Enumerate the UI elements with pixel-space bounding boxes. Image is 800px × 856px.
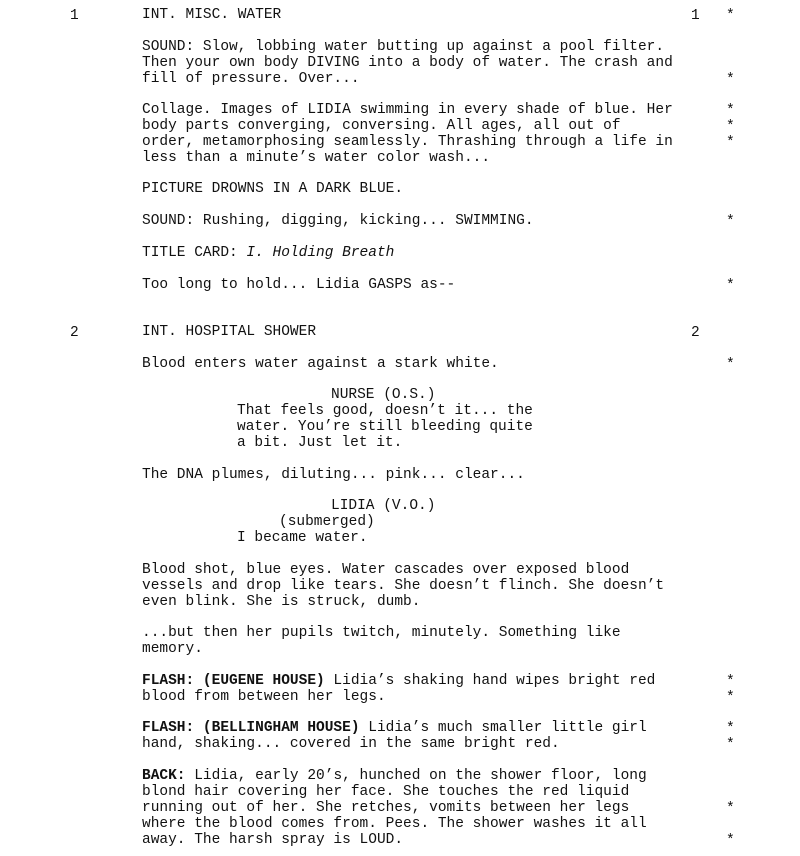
revision-mark: * [726, 278, 735, 294]
action-line: ...but then her pupils twitch, minutely. Something like [142, 625, 621, 641]
flash-label: FLASH: (BELLINGHAM HOUSE) [142, 720, 360, 736]
back-line [142, 769, 647, 785]
flash-line [142, 721, 647, 737]
scene-heading: INT. HOSPITAL SHOWER [142, 324, 317, 340]
action-line: hand, shaking... covered in the same bright red. [142, 736, 560, 752]
action-line: away. The harsh spray is LOUD. [142, 832, 404, 848]
action-line: vessels and drop like tears. She doesn’t flinch. She doesn’t [142, 578, 665, 594]
action-line: SOUND: Rushing, digging, kicking... SWIMMING. [142, 213, 534, 229]
action-line: less than a minute’s water color wash... [142, 150, 491, 166]
revision-mark: * [726, 103, 735, 119]
action-line: PICTURE DROWNS IN A DARK BLUE. [142, 181, 404, 197]
dialogue-line: water. You’re still bleeding quite [237, 419, 533, 435]
action-line: Blood enters water against a stark white. [142, 356, 499, 372]
title-card [142, 246, 394, 262]
revision-mark: * [726, 721, 735, 737]
back-text: Lidia, early 20’s, hunched on the shower floor, long [185, 768, 647, 784]
action-line: blond hair covering her face. She touches the red liquid [142, 784, 630, 800]
character-cue: NURSE (O.S.) [331, 387, 436, 403]
dialogue-line: I became water. [237, 530, 368, 546]
revision-mark: * [726, 833, 735, 849]
scene-number-right: 2 [691, 325, 700, 341]
action-line: body parts converging, conversing. All ages, all out of [142, 118, 621, 134]
action-line: Collage. Images of LIDIA swimming in every shade of blue. Her [142, 102, 673, 118]
action-line: running out of her. She retches, vomits between her legs [142, 800, 630, 816]
action-line: The DNA plumes, diluting... pink... clear... [142, 467, 525, 483]
dialogue-line: That feels good, doesn’t it... the [237, 403, 533, 419]
revision-mark: * [726, 135, 735, 151]
revision-mark: * [726, 801, 735, 817]
action-line: blood from between her legs. [142, 689, 386, 705]
scene-number-left: 2 [70, 325, 79, 341]
action-line: where the blood comes from. Pees. The shower washes it all [142, 816, 647, 832]
revision-mark: * [726, 357, 735, 373]
revision-mark: * [726, 214, 735, 230]
flash-line [142, 674, 655, 690]
scene-heading: INT. MISC. WATER [142, 7, 282, 23]
character-cue: LIDIA (V.O.) [331, 498, 436, 514]
revision-mark: * [726, 674, 735, 690]
flash-text: Lidia’s shaking hand wipes bright red [324, 673, 656, 689]
title-card-text: I. Holding Breath [246, 245, 395, 261]
action-line: Too long to hold... Lidia GASPS as-- [142, 277, 456, 293]
scene-number-right: 1 [691, 8, 700, 24]
action-line: fill of pressure. Over... [142, 71, 360, 87]
revision-mark: * [726, 737, 735, 753]
back-label: BACK: [142, 768, 186, 784]
parenthetical: (submerged) [279, 514, 375, 530]
action-line: SOUND: Slow, lobbing water butting up against a pool filter. [142, 39, 665, 55]
revision-mark: * [726, 8, 735, 24]
action-line: even blink. She is struck, dumb. [142, 594, 421, 610]
action-line: Then your own body DIVING into a body of water. The crash and [142, 55, 673, 71]
action-line: order, metamorphosing seamlessly. Thrashing through a life in [142, 134, 673, 150]
action-line: memory. [142, 641, 203, 657]
scene-number-left: 1 [70, 8, 79, 24]
dialogue-line: a bit. Just let it. [237, 435, 403, 451]
revision-mark: * [726, 119, 735, 135]
action-line: Blood shot, blue eyes. Water cascades over exposed blood [142, 562, 630, 578]
revision-mark: * [726, 72, 735, 88]
flash-text: Lidia’s much smaller little girl [359, 720, 647, 736]
title-card-prefix: TITLE CARD: [142, 245, 247, 261]
flash-label: FLASH: (EUGENE HOUSE) [142, 673, 325, 689]
revision-mark: * [726, 690, 735, 706]
